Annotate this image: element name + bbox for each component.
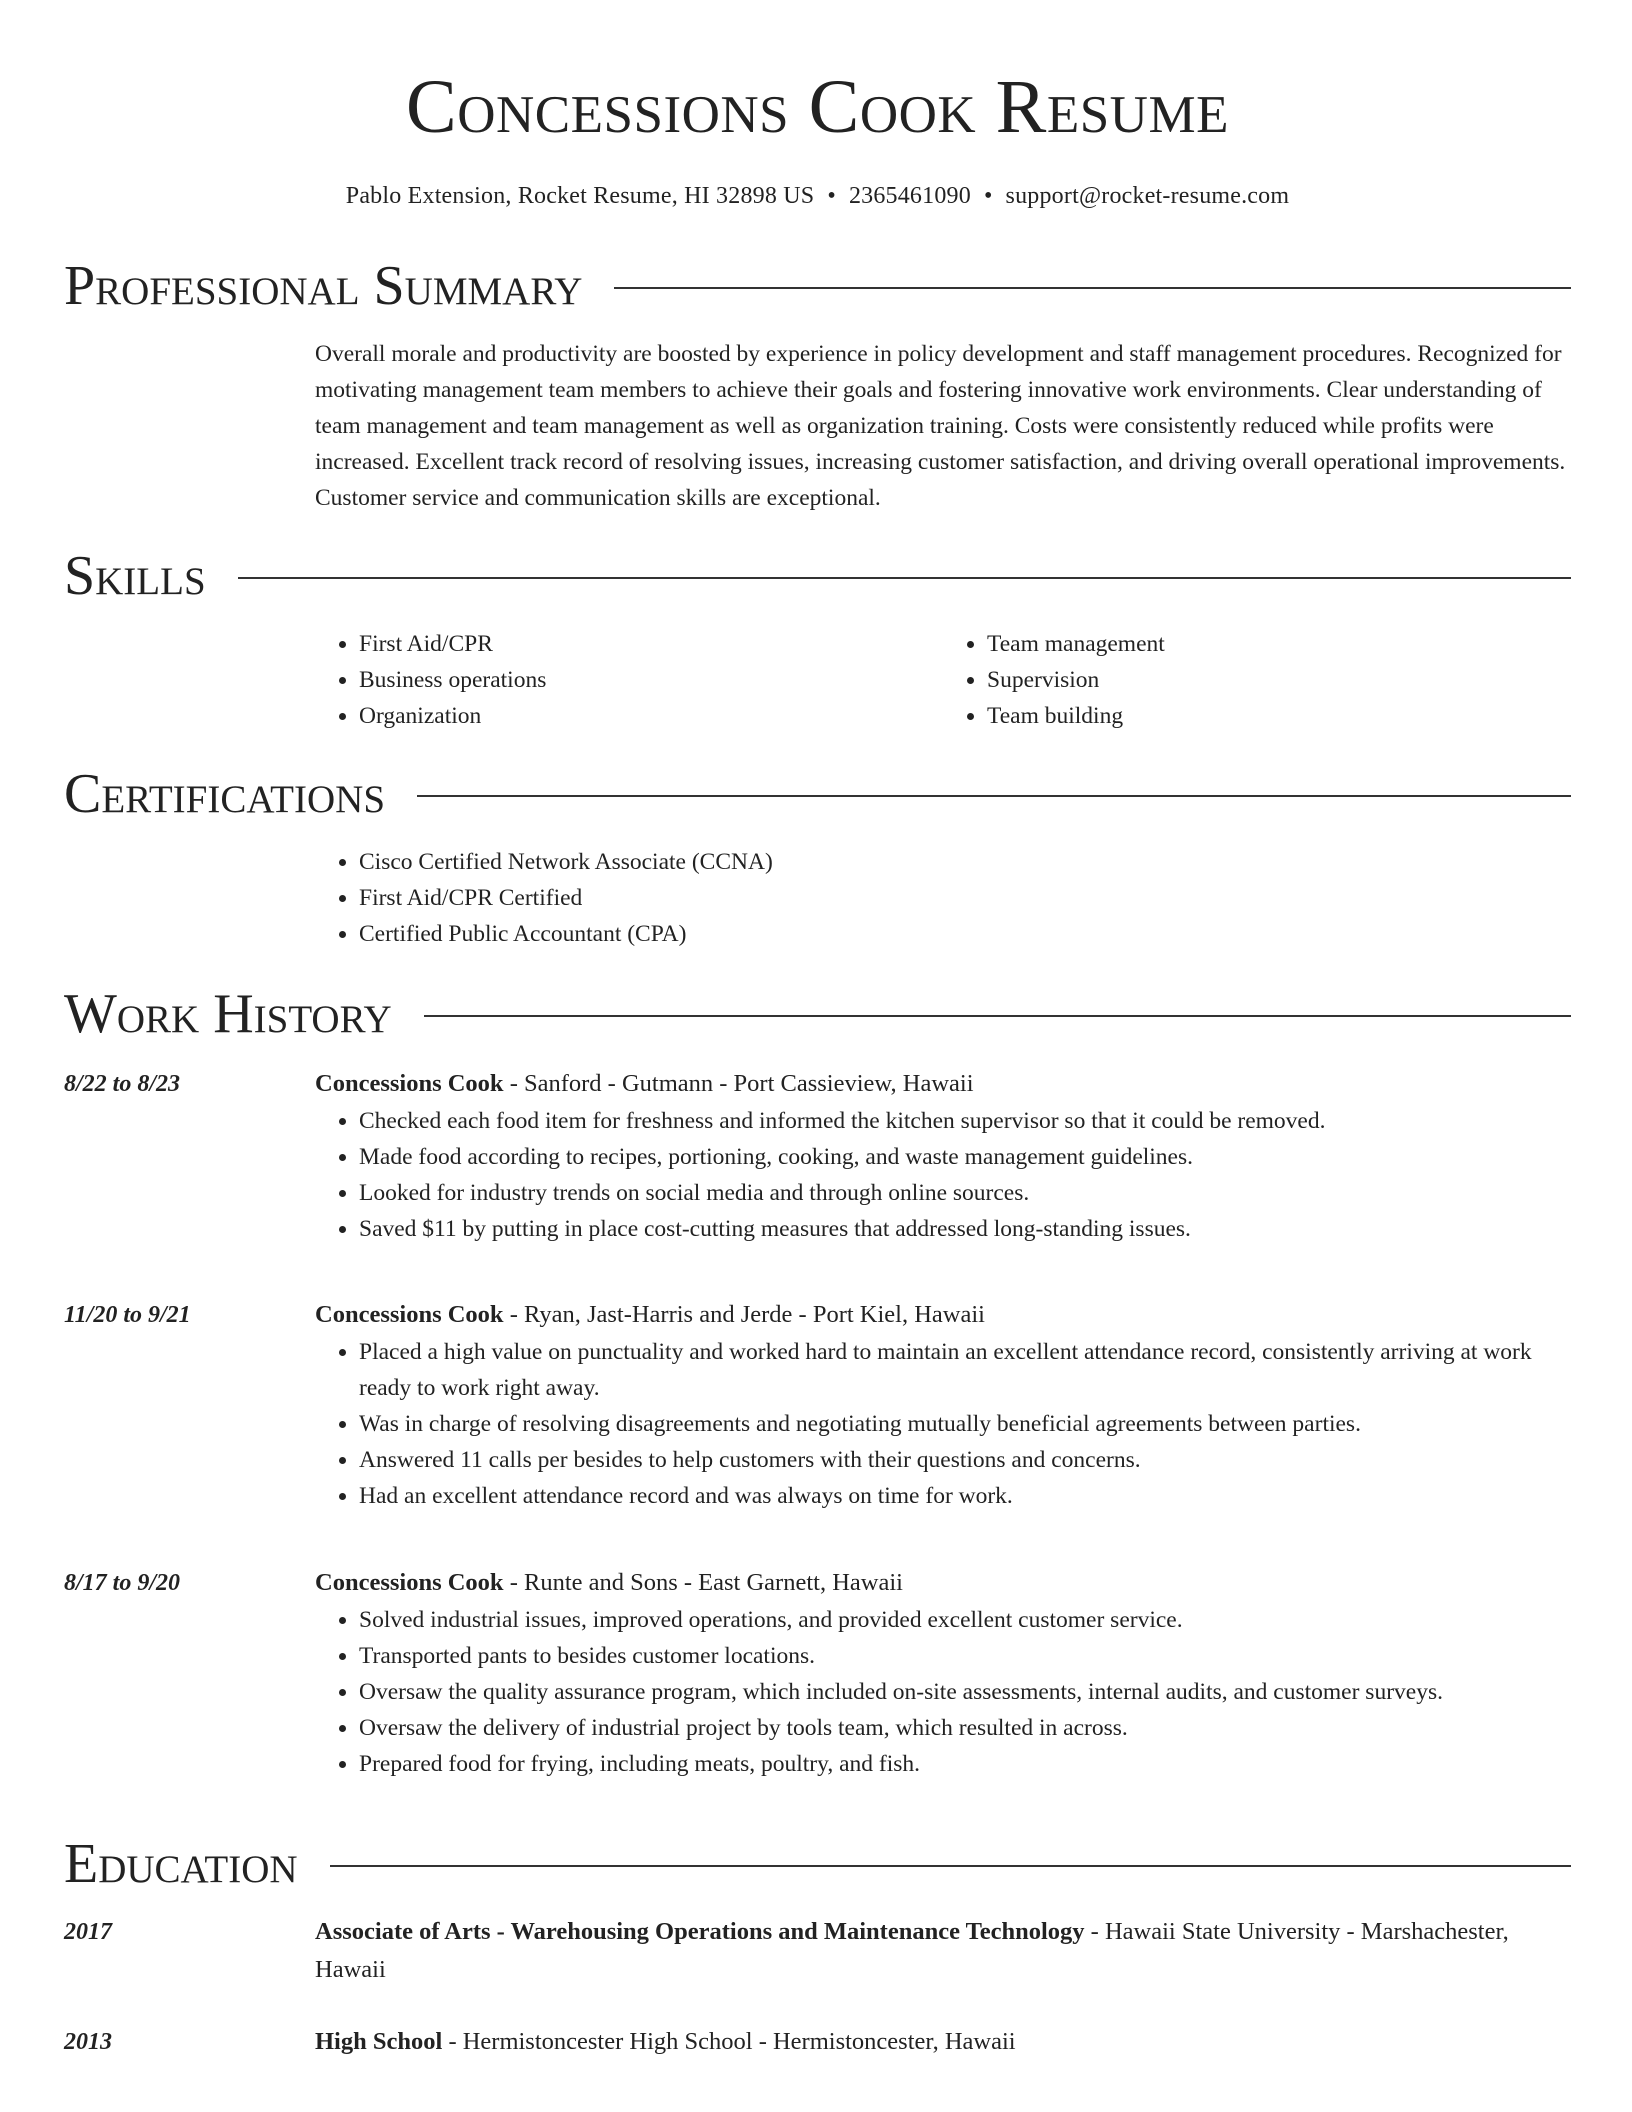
skill-item: • First Aid/CPR [359, 626, 943, 662]
job-bullet: • Made food according to recipes, portioning, cooking, and waste management guidelines. [359, 1139, 1571, 1175]
job-header [315, 1065, 1571, 1103]
job-header [315, 1564, 1571, 1602]
job-bullet: • Saved $11 by putting in place cost-cutting measures that addressed long-standing issues. [359, 1211, 1571, 1247]
job-bullet: • Prepared food for frying, including meats, poultry, and fish. [359, 1746, 1571, 1782]
job-entry [315, 1564, 1571, 1782]
work-section-header [64, 982, 1571, 1046]
job-details: - Runte and Sons - East Garnett, Hawaii [503, 1569, 903, 1596]
skill-item: • Business operations [359, 662, 943, 698]
education-degree: High School [315, 2028, 443, 2055]
certifications-content [315, 844, 1571, 952]
job-bullet: • Transported pants to besides customer locations. [359, 1638, 1571, 1674]
job-entry [315, 1296, 1571, 1514]
skill-item: • Team management [987, 626, 1571, 662]
contact-line [64, 181, 1571, 211]
job-title: Concessions Cook [315, 1569, 504, 1596]
education-entry [315, 1913, 1571, 1989]
job-bullet: • Was in charge of resolving disagreements and negotiating mutually beneficial agreements between parties. [359, 1406, 1571, 1442]
contact-address: Pablo Extension, Rocket Resume, HI 32898 US [345, 183, 815, 209]
job-bullet: • Looked for industry trends on social media and through online sources. [359, 1175, 1571, 1211]
resume-page [64, 0, 1571, 2055]
skill-item: • Team building [987, 698, 1571, 734]
job-title: Concessions Cook [315, 1070, 504, 1097]
summary-section-header [64, 254, 1571, 318]
certifications-section-header [64, 762, 1571, 826]
job-header [315, 1296, 1571, 1334]
contact-separator: • [827, 183, 836, 209]
job-dates: 8/17 to 9/20 [64, 1570, 181, 1596]
job-entry [315, 1065, 1571, 1247]
skill-item: • Supervision [987, 662, 1571, 698]
contact-separator: • [983, 183, 993, 209]
job-title: Concessions Cook [315, 1301, 504, 1328]
contact-email: support@rocket-resume.com [1005, 183, 1290, 209]
education-degree: Associate of Arts - Warehousing Operations and Maintenance Technology [315, 1918, 1085, 1945]
certification-item: • First Aid/CPR Certified [359, 880, 1571, 916]
education-header [315, 2023, 1571, 2061]
job-bullets [315, 1334, 1571, 1514]
education-section-header [64, 1832, 1571, 1896]
skills-section-header [64, 544, 1571, 608]
job-bullet: • Answered 11 calls per besides to help customers with their questions and concerns. [359, 1442, 1571, 1478]
job-dates: 11/20 to 9/21 [64, 1302, 191, 1328]
section-divider [238, 577, 1571, 579]
section-heading-certifications: Certifications [64, 763, 386, 825]
education-year: 2013 [64, 2029, 112, 2055]
job-bullet: • Solved industrial issues, improved operations, and provided excellent customer service. [359, 1602, 1571, 1638]
certification-item: • Certified Public Accountant (CPA) [359, 916, 1571, 952]
certification-item: • Cisco Certified Network Associate (CCNA) [359, 844, 1571, 880]
education-year: 2017 [64, 1919, 112, 1945]
resume-title: Concessions Cook Resume [406, 65, 1229, 149]
skills-list-right [943, 626, 1571, 734]
contact-phone: 2365461090 [848, 183, 971, 209]
education-header [315, 1913, 1571, 1989]
skill-item: • Organization [359, 698, 943, 734]
job-bullet: • Had an excellent attendance record and was always on time for work. [359, 1478, 1571, 1514]
section-divider [417, 795, 1571, 797]
section-heading-summary: Professional Summary [64, 255, 583, 317]
job-bullets [315, 1602, 1571, 1782]
job-bullet: • Placed a high value on punctuality and worked hard to maintain an excellent attendance record, consistently arriving at work ready to work right away. [359, 1334, 1571, 1406]
job-bullet: • Oversaw the delivery of industrial project by tools team, which resulted in across. [359, 1710, 1571, 1746]
section-heading-work: Work History [64, 983, 392, 1045]
education-details: - Hawaii State University - Marshachester, Hawaii [315, 1918, 1509, 1983]
education-details: - Hermistoncester High School - Hermistoncester, Hawaii [442, 2028, 1016, 2055]
summary-content [315, 336, 1571, 516]
section-divider [614, 287, 1571, 289]
summary-text: Overall morale and productivity are boosted by experience in policy development and staff management procedures. Recognized for motivating management team members to achieve their goals and fostering innovative work environments. Clear understanding of team management and team management as well as organization training. Costs were consistently reduced while profits were increased. Excellent track record of resolving issues, increasing customer satisfaction, and driving overall operational improvements. Customer service and communication skills are exceptional. [315, 341, 1566, 511]
section-heading-education: Education [64, 1833, 298, 1895]
job-dates: 8/22 to 8/23 [64, 1071, 181, 1097]
section-divider [424, 1015, 1571, 1017]
skills-list-left [315, 626, 943, 734]
job-details: - Ryan, Jast-Harris and Jerde - Port Kiel, Hawaii [503, 1301, 985, 1328]
job-bullet: • Oversaw the quality assurance program, which included on-site assessments, internal audits, and customer surveys. [359, 1674, 1571, 1710]
skills-content [315, 626, 1571, 734]
job-bullets [315, 1103, 1571, 1247]
section-divider [330, 1865, 1571, 1867]
job-bullet: • Checked each food item for freshness and informed the kitchen supervisor so that it could be removed. [359, 1103, 1571, 1139]
section-heading-skills: Skills [64, 545, 206, 607]
certifications-list [315, 844, 1571, 952]
education-entry [315, 2023, 1571, 2061]
job-details: - Sanford - Gutmann - Port Cassieview, Hawaii [503, 1070, 974, 1097]
